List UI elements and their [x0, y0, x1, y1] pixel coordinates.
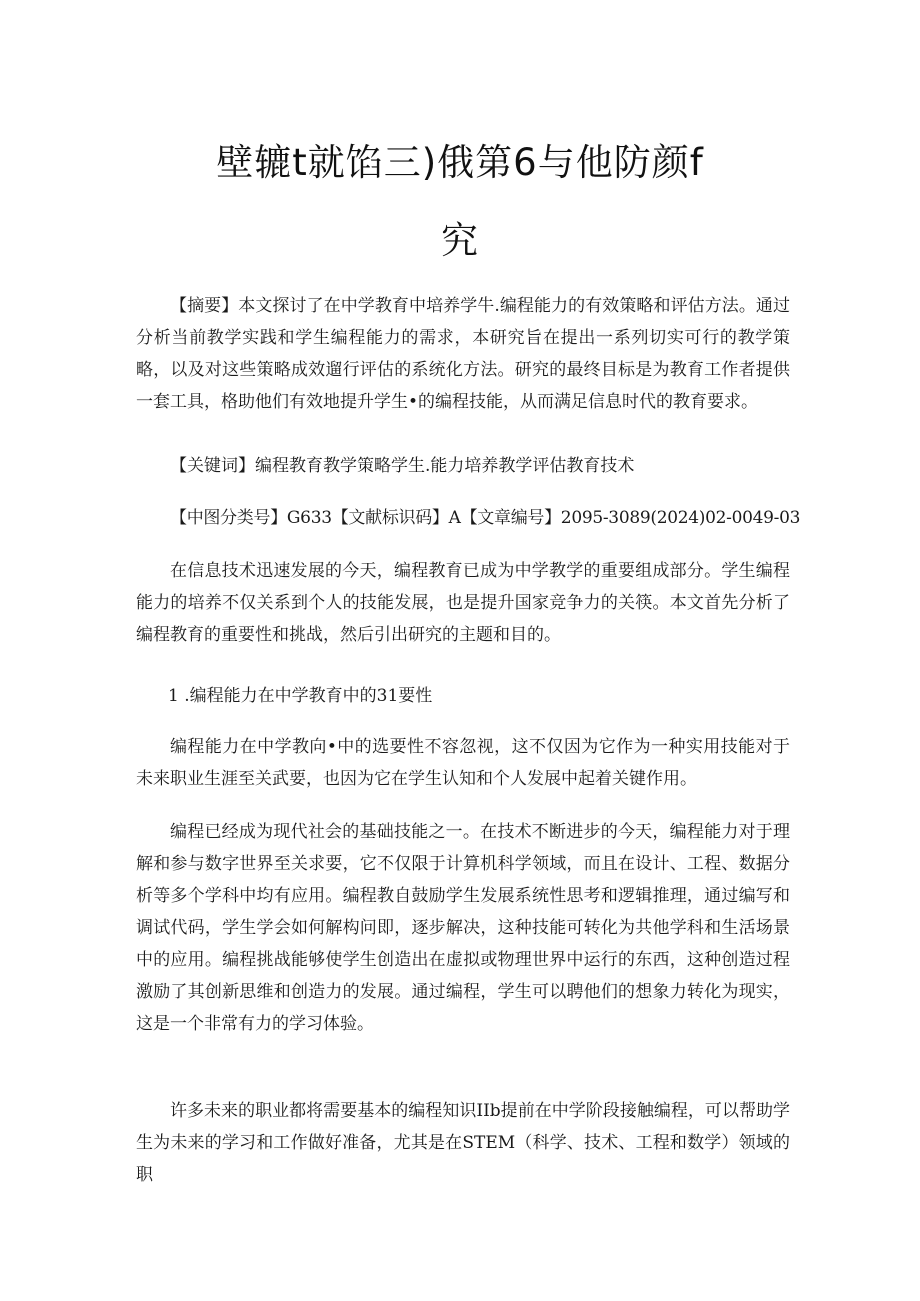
classification-line: 【中图分类号】G633【文献标识码】A【文章编号】2095-3089(2024)02-0049-03 — [170, 508, 801, 528]
intro-paragraph: 在信息技术迅速发展的今天，编程教育已成为中学教学的重要组成部分。学生编程能力的培养不仅关系到个人的技能发展，也是提升国家竞争力的关筷。本文首先分析了编程教育的重要性和挑战，然后引出研究的主题和目的。 — [136, 561, 790, 645]
article-title-line-2: 究 — [441, 219, 479, 262]
section-1-paragraph-1: 编程能力在中学教向•中的选要性不容忽视，这不仅因为它作为一种实用技能对于未来职业生涯至关武要，也因为它在学生认知和个人发展中起着关键作用。 — [136, 737, 790, 789]
article-title-line-1: 壁辘t就馅三)俄第6与他防颜f — [216, 141, 704, 184]
section-1-paragraph-2: 编程已经成为现代社会的基础技能之一。在技术不断进步的今天，编程能力对于理解和参与数字世界至关求要，它不仅限于计算机科学领域，而且在设计、工程、数据分析等多个学科中均有应用。编程教自鼓励学生发展系统性思考和逻辑推理，通过编写和调试代码，学生学会如何解构问即，逐步解决，这种技能可转化为共他学科和生活场景中的应用。编程挑战能够使学生创造出在虚拟或物理世界中运行的东西，这种创造过程激励了其创新思维和创造力的发展。通过编程，学生可以聘他们的想象力转化为现实，这是一个非常有力的学习体验。 — [136, 822, 790, 1034]
section-1-heading: 1 .编程能力在中学教育中的31要性 — [168, 686, 433, 706]
abstract-paragraph: 【摘要】本文探讨了在中学教育中培养学牛.编程能力的有效策略和评估方法。通过分析当前教学实践和学生编程能力的需求，本研究旨在提出一系列切实可行的教学策略，以及对这些策略成效遛行评估的系统化方法。研究的最终目标是为教育工作者提供一套工具，格助他们有效地提升学生•的编程技能，从而满足信息时代的教育要求。 — [136, 296, 790, 412]
section-1-paragraph-3: 许多未来的职业都将需要基本的编程知识IIb提前在中学阶段接触编程，可以帮助学生为未来的学习和工作做好准备，尤其是在STEM（科学、技术、工程和数学）领域的职 — [136, 1101, 790, 1185]
keywords-line: 【关键词】编程教育教学策略学生.能力培养教学评估教育技术 — [170, 456, 635, 476]
